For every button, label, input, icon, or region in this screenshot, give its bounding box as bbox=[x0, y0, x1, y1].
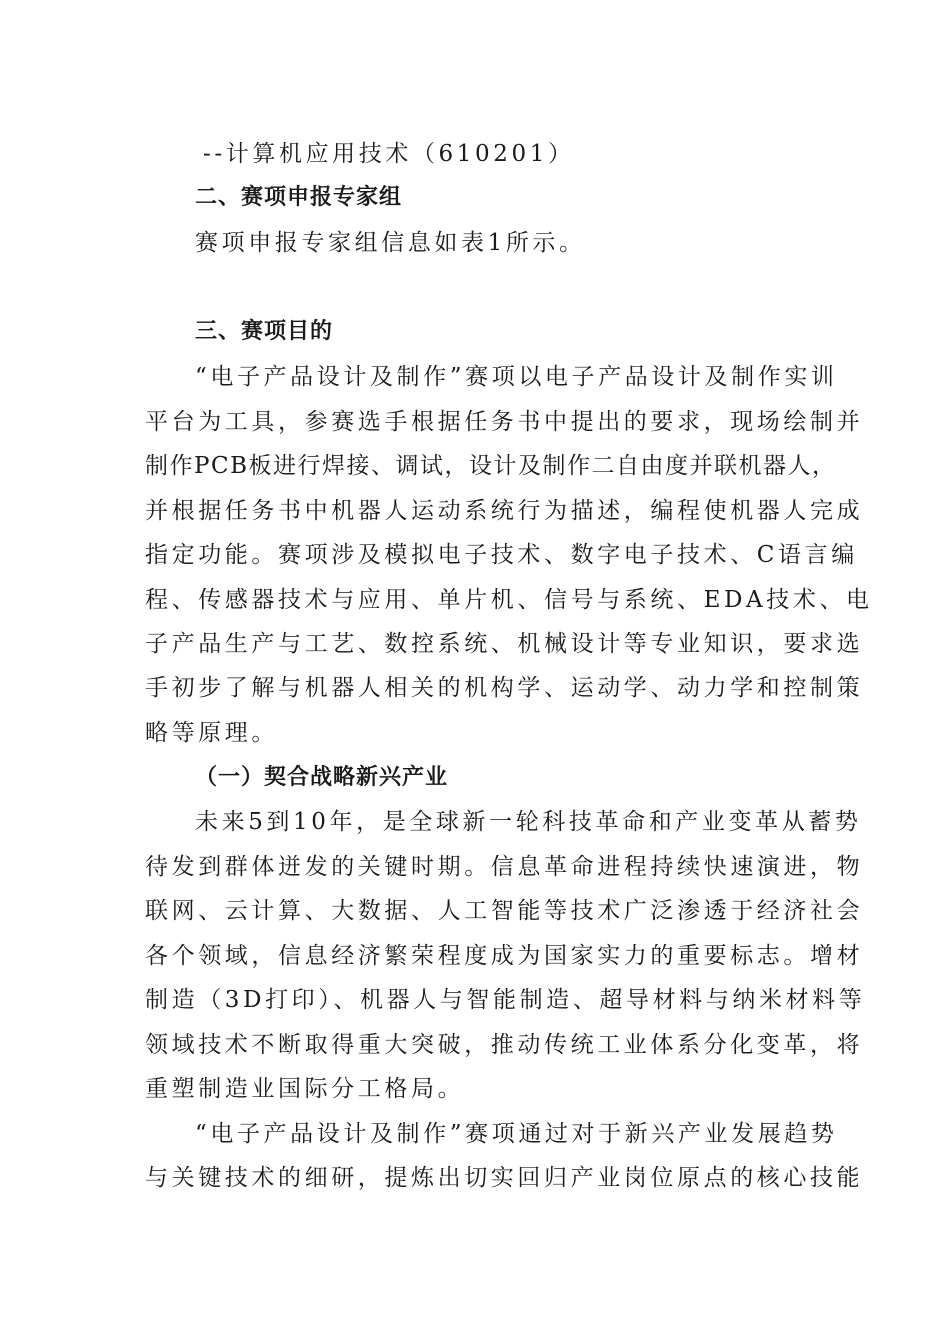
paragraph-line: 领域技术不断取得重大突破，推动传统工业体系分化变革，将 bbox=[145, 1032, 864, 1058]
paragraph-line: 制作PCB板进行焊接、调试，设计及制作二自由度并联机器人， bbox=[145, 453, 837, 479]
paragraph-line: “电子产品设计及制作”赛项以电子产品设计及制作实训 bbox=[195, 364, 838, 390]
paragraph-line: 未来5到10年，是全球新一轮科技革命和产业变革从蓄势 bbox=[195, 809, 862, 835]
paragraph-line: 指定功能。赛项涉及模拟电子技术、数字电子技术、C语言编 bbox=[145, 542, 858, 568]
paragraph-line: 平台为工具，参赛选手根据任务书中提出的要求，现场绘制并 bbox=[145, 409, 864, 435]
section-heading-expert-group: 二、赛项申报专家组 bbox=[195, 185, 403, 210]
paragraph-line: 手初步了解与机器人相关的机构学、运动学、动力学和控制策 bbox=[145, 675, 864, 701]
section-heading-purpose: 三、赛项目的 bbox=[195, 319, 334, 344]
paragraph-line: 并根据任务书中机器人运动系统行为描述，编程使机器人完成 bbox=[145, 498, 864, 524]
paragraph-line: 程、传感器技术与应用、单片机、信号与系统、EDA技术、电 bbox=[145, 587, 873, 613]
paragraph-line: 子产品生产与工艺、数控系统、机械设计等专业知识，要求选 bbox=[145, 631, 864, 657]
subsection-heading-strategic-industry: （一）契合战略新兴产业 bbox=[195, 765, 449, 790]
paragraph-line: 与关键技术的细研，提炼出切实回归产业岗位原点的核心技能 bbox=[145, 1165, 864, 1191]
paragraph-line: 重塑制造业国际分工格局。 bbox=[145, 1076, 465, 1102]
paragraph-line: 略等原理。 bbox=[145, 720, 278, 746]
paragraph-line: 联网、云计算、大数据、人工智能等技术广泛渗透于经济社会 bbox=[145, 898, 864, 924]
paragraph-line: 制造（3D打印）、机器人与智能制造、超导材料与纳米材料等 bbox=[145, 987, 866, 1013]
major-code-line: --计算机应用技术（610201） bbox=[203, 141, 575, 167]
paragraph-line: 各个领域，信息经济繁荣程度成为国家实力的重要标志。增材 bbox=[145, 943, 864, 969]
paragraph-line: “电子产品设计及制作”赛项通过对于新兴产业发展趋势 bbox=[195, 1121, 838, 1147]
paragraph-line: 赛项申报专家组信息如表1所示。 bbox=[195, 230, 586, 256]
paragraph-line: 待发到群体迸发的关键时期。信息革命进程持续快速演进，物 bbox=[145, 854, 864, 880]
